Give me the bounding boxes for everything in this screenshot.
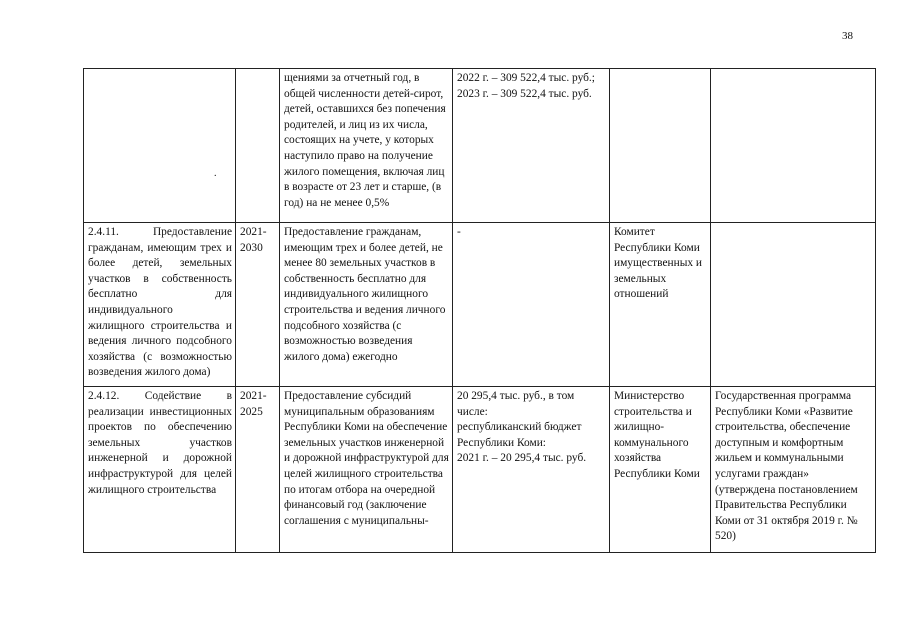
funding-line: республиканский бюджет Республики Коми: xyxy=(457,421,582,449)
responsible-cell xyxy=(610,69,711,223)
responsible-cell: Комитет Республики Коми имущественных и земельных отношений xyxy=(610,223,711,387)
measure-cell: 2.4.12. Содействие в реализации инвестиционных проектов по обеспечению земельных участков инженерной и дорожной инфраструктурой для целей жилищного строительства xyxy=(84,387,236,553)
indicator-cell: Предоставление гражданам, имеющим трех и более детей, не менее 80 земельных участков в собственность бесплатно для индивидуального жилищного строительства и ведения личного подсобного хозяйства (с возможностью возведения жилого дома) ежегодно xyxy=(280,223,453,387)
responsible-cell: Министерство строительства и жилищно-коммунального хозяйства Республики Коми xyxy=(610,387,711,553)
table-row xyxy=(84,69,876,223)
funding-cell xyxy=(453,223,610,387)
period-cell: 2021-2025 xyxy=(236,387,280,553)
funding-line: 2022 г. – 309 522,4 тыс. руб.; xyxy=(457,72,595,84)
funding-line: 2021 г. – 20 295,4 тыс. руб. xyxy=(457,452,587,465)
funding-line: 2023 г. – 309 522,4 тыс. руб. xyxy=(457,87,592,100)
measure-cell: 2.4.11. Предоставление гражданам, имеющим трех и более детей, земельных участков в собственность бесплатно для индивидуального жилищного строительства и ведения личного подсобного хозяйства (с возможностью возведения жилого дома) xyxy=(84,223,236,387)
measure-cell xyxy=(84,69,236,223)
table-row xyxy=(84,387,876,553)
plan-table xyxy=(83,68,876,553)
indicator-cell: щениями за отчетный год, в общей численности детей-сирот, детей, оставшихся без попечения родителей, и лиц из их числа, состоящих на учете, у которых наступило право на получение жилого помещения, включая лиц в возрасте от 23 лет и старше, (в год) на не менее 0,5% xyxy=(280,69,453,223)
table-row xyxy=(84,223,876,387)
program-cell xyxy=(711,69,876,223)
funding-line: 20 295,4 тыс. руб., в том числе: xyxy=(457,390,575,418)
period-cell xyxy=(236,69,280,223)
funding-cell xyxy=(453,387,610,553)
program-cell xyxy=(711,223,876,387)
stray-mark: . xyxy=(214,168,217,179)
page-number: 38 xyxy=(842,30,853,42)
program-cell: Государственная программа Республики Коми «Развитие строительства, обеспечение доступным и комфортным жильем и коммунальными услугами граждан» (утверждена постановлением Правительства Республики Коми от 31 октября 2019 г. № 520) xyxy=(711,387,876,553)
funding-cell xyxy=(453,69,610,223)
period-cell: 2021-2030 xyxy=(236,223,280,387)
indicator-cell: Предоставление субсидий муниципальным образованиям Республики Коми на обеспечение земельных участков инженерной и дорожной инфраструктурой для целей жилищного строительства по итогам отбора на очередной финансовый год (заключение соглашения с муниципальны- xyxy=(280,387,453,553)
funding-line: - xyxy=(457,226,461,238)
